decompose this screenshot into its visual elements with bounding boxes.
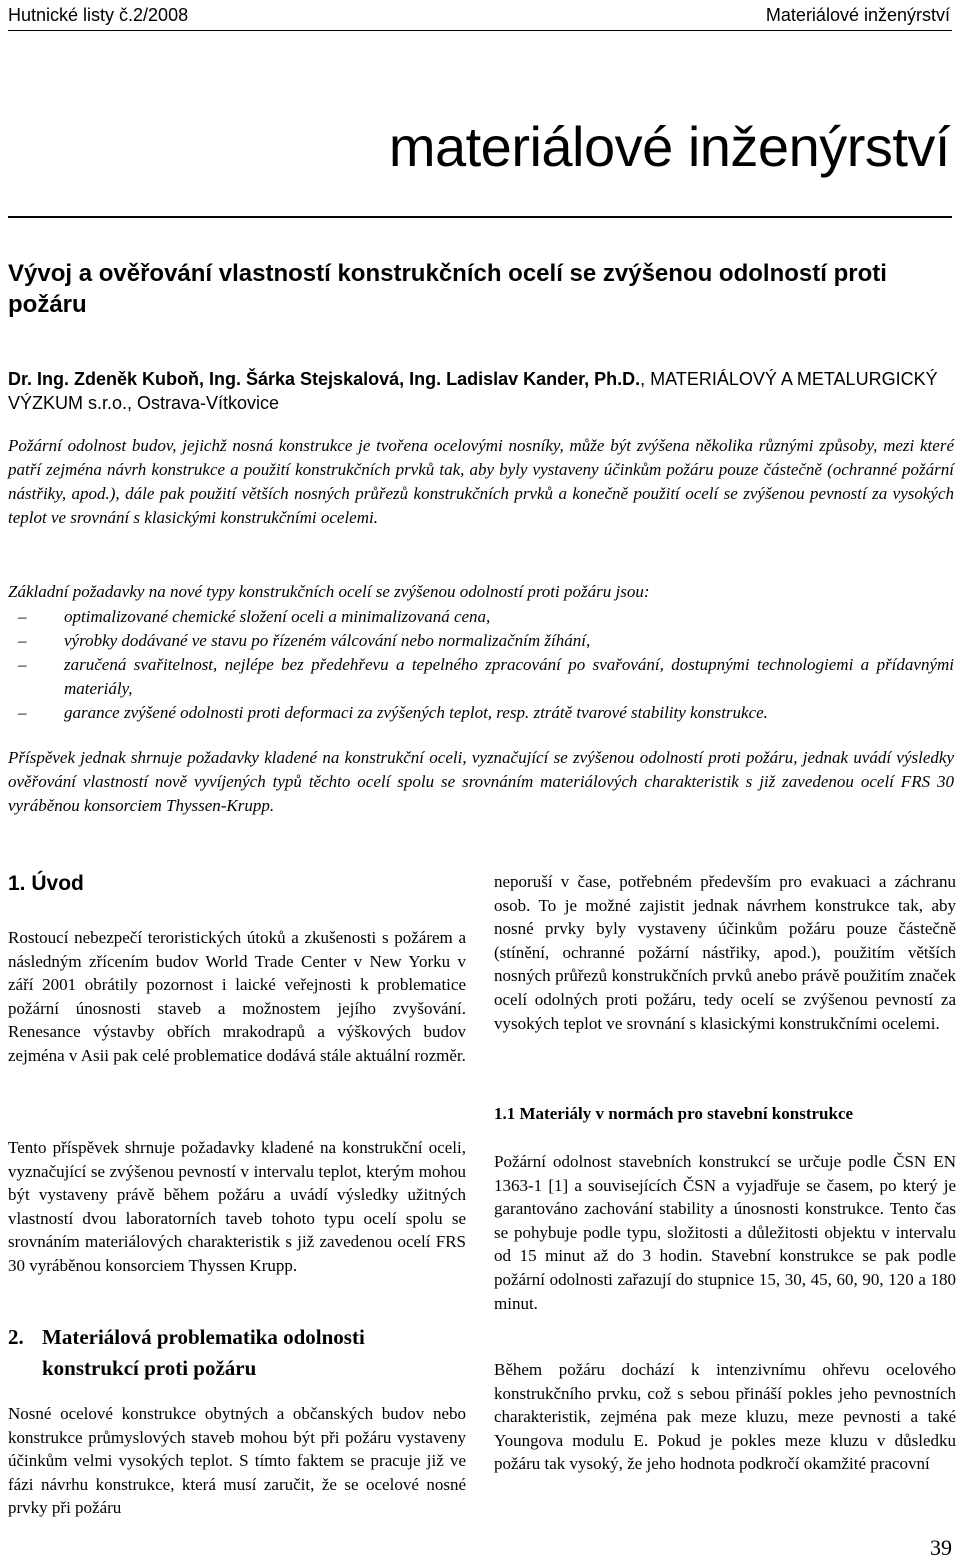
list-item-text: optimalizované chemické složení oceli a minimalizovaná cena,	[64, 607, 491, 626]
list-item	[8, 629, 954, 653]
article-summary: Příspěvek jednak shrnuje požadavky kladené na konstrukční oceli, vyznačující se zvýšenou odolností proti požáru, jednak uvádí výsledky ověřování vlastností nově vyvíjených typů těchto ocelí spolu se srovnáním materiálových charakteristik s již zavedenou ocelí FRS 30 vyráběnou konsorciem Thyssen-Krupp.	[8, 748, 954, 815]
section-title: materiálové inženýrství	[388, 115, 950, 178]
list-item-text: garance zvýšené odolnosti proti deformaci za zvýšených teplot, resp. ztrátě tvarové stability konstrukce.	[64, 703, 768, 722]
journal-issue: Hutnické listy č.2/2008	[8, 5, 189, 25]
paragraph-standards-2: Během požáru dochází k intenzivnímu ohřevu ocelového konstrukčního prvku, což s sebou přináší pokles jeho pevnostních charakteristik, zejména pak meze kluzu, meze pevnosti a také Youngova modulu E. Pokud je pokles meze kluzu v důsledku požáru tak vysoký, že jeho hodnota podkročí okamžité pracovní	[494, 1360, 956, 1474]
section-divider	[8, 216, 952, 218]
dash-bullet: –	[18, 607, 27, 626]
authors-line	[8, 367, 954, 415]
paragraph-continued: neporuší v čase, potřebném především pro evakuaci a záchranu osob. To je možné zajistit jednak návrhem konstrukce tak, aby nosné prvky byly vystaveny účinkům požáru pouze částečně (stínění, ochranné požární nástřiky, apod.), použitím větších nosných průřezů konstrukčních prvků anebo právě použitím značek ocelí odolných proti požáru, tedy ocelí se zvýšenou pevností za vysokých teplot ve srovnání s klasickými konstrukčními ocelemi.	[494, 872, 956, 1033]
paragraph-intro-2: Tento příspěvek shrnuje požadavky kladené na konstrukční oceli, vyznačující se zvýšenou pevností v intervalu teplot, kterým mohou být vystaveny právě během požáru a uvádí výsledky užitných vlastností dvou laboratorních taveb tohoto typu ocelí spolu se srovnáním materiálových charakteristik s již zavedenou ocelí FRS 30 vyráběnou konsorciem Thyssen Krupp.	[8, 1138, 466, 1275]
abstract: Požární odolnost budov, jejichž nosná konstrukce je tvořena ocelovými nosníky, může být zvýšena několika různými způsoby, mezi které patří zejména návrh konstrukce a použití konstrukčních prvků tak, aby byly vystaveny účinkům požáru pouze částečně (ochranné požární nástřiky, apod.), dále pak použití větších nosných průřezů konstrukčních prvků a konečně použití ocelí se zvýšenou pevností za vysokých teplot ve srovnání s klasickými konstrukčními ocelemi.	[8, 436, 954, 527]
heading-text: Materiálová problematika odolnosti konstrukcí proti požáru	[42, 1325, 365, 1380]
heading-number: 2.	[8, 1325, 24, 1349]
author-names: Dr. Ing. Zdeněk Kuboň, Ing. Šárka Stejskalová, Ing. Ladislav Kander, Ph.D.	[8, 369, 641, 389]
dash-bullet: –	[18, 631, 27, 650]
paragraph-standards-1: Požární odolnost stavebních konstrukcí se určuje podle ČSN EN 1363-1 [1] a souvisejících ČSN a vyjadřuje se časem, po který je garantováno zachování stability a únosnosti konstrukce. Tento čas se pohybuje podle typu, složitosti a důležitosti objektu v intervalu od 15 minut až do 3 hodin. Stavební konstrukce se pak podle požární odolnosti zařazují do stupnice 15, 30, 45, 60, 90, 120 a 180 minut.	[494, 1152, 956, 1313]
heading-standards: 1.1 Materiály v normách pro stavební konstrukce	[494, 1104, 854, 1123]
author-affiliation: , MATERIÁLOVÝ A METALURGICKÝ VÝZKUM s.r.o., Ostrava-Vítkovice	[8, 369, 938, 413]
page-number: 39	[930, 1535, 952, 1560]
paragraph-materials-1: Nosné ocelové konstrukce obytných a občanských budov nebo konstrukce průmyslových staveb mohou být při požáru vystaveny účinkům velmi vysokých teplot. S tímto faktem se pracuje již ve fázi návrhu konstrukce, která musí zaručit, že se ocelové nosné prvky při požáru	[8, 1404, 466, 1518]
heading-introduction: 1. Úvod	[8, 872, 84, 895]
requirements-list	[8, 605, 954, 725]
paragraph-intro-1: Rostoucí nebezpečí teroristických útoků a zkušenosti s požárem a následným zřícením budov World Trade Center v New Yorku v září 2001 obrátily pozornost i laické veřejnosti k problematice požární únosnosti staveb a možnostem jejího zvyšování. Renesance výstavby obřích mrakodrapů a výškových budov zejména v Asii pak celé problematice dodává stále aktuální rozměr.	[8, 928, 466, 1065]
list-item-text: zaručená svařitelnost, nejlépe bez předehřevu a tepelného zpracování po svařování, dostupnými technologiemi a přídavnými materiály,	[64, 655, 954, 698]
running-section-title: Materiálové inženýrství	[765, 5, 950, 25]
dash-bullet: –	[18, 703, 27, 722]
list-item	[8, 701, 954, 725]
requirements-intro: Základní požadavky na nové typy konstrukčních ocelí se zvýšenou odolností proti požáru jsou:	[8, 582, 650, 601]
dash-bullet: –	[18, 655, 27, 674]
list-item-text: výrobky dodávané ve stavu po řízeném válcování nebo normalizačním žíhání,	[64, 631, 591, 650]
list-item	[8, 605, 954, 629]
heading-material-problems	[8, 1322, 466, 1384]
header-divider	[8, 30, 952, 31]
article-title: Vývoj a ověřování vlastností konstrukčních ocelí se zvýšenou odolností proti požáru	[8, 260, 887, 318]
list-item	[8, 653, 954, 701]
